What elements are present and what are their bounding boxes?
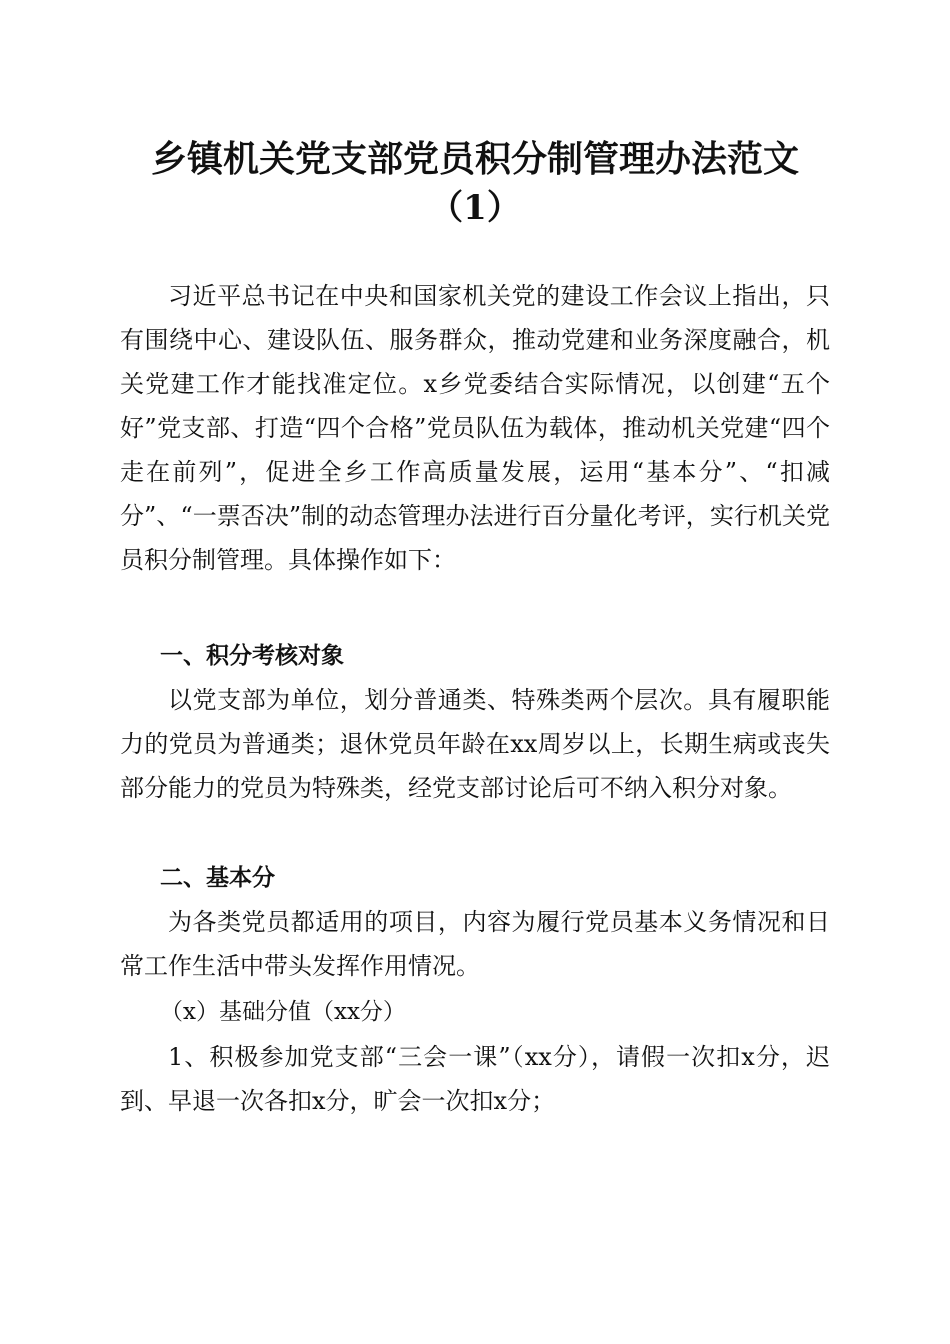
section-1-paragraph: 以党支部为单位，划分普通类、特殊类两个层次。具有履职能力的党员为普通类；退休党员年龄在xx周岁以上，长期生病或丧失部分能力的党员为特殊类，经党支部讨论后可不纳入积分对象。	[120, 686, 830, 802]
section-1-heading: 一、积分考核对象	[160, 643, 344, 669]
section-2-paragraph: 为各类党员都适用的项目，内容为履行党员基本义务情况和日常工作生活中带头发挥作用情况。	[120, 908, 830, 980]
intro-paragraph: 习近平总书记在中央和国家机关党的建设工作会议上指出，只有围绕中心、建设队伍、服务群众，推动党建和业务深度融合，机关党建工作才能找准定位。x乡党委结合实际情况，以创建“五个好”党支部、打造“四个合格”党员队伍为载体，推动机关党建“四个走在前列”，促进全乡工作高质量发展，运用“基本分”、“扣减分”、“一票否决”制的动态管理办法进行百分量化考评，实行机关党员积分制管理。具体操作如下：	[120, 282, 830, 574]
document-title-number: （1）	[429, 188, 521, 228]
item-1-paragraph: 1、积极参加党支部“三会一课”（xx分），请假一次扣x分，迟到、早退一次各扣x分，旷会一次扣x分；	[120, 1043, 830, 1115]
document-title: 乡镇机关党支部党员积分制管理办法范文	[150, 138, 799, 180]
section-2-heading: 二、基本分	[160, 865, 275, 891]
sub-heading-base-score: （x）基础分值（xx分）	[160, 999, 406, 1025]
